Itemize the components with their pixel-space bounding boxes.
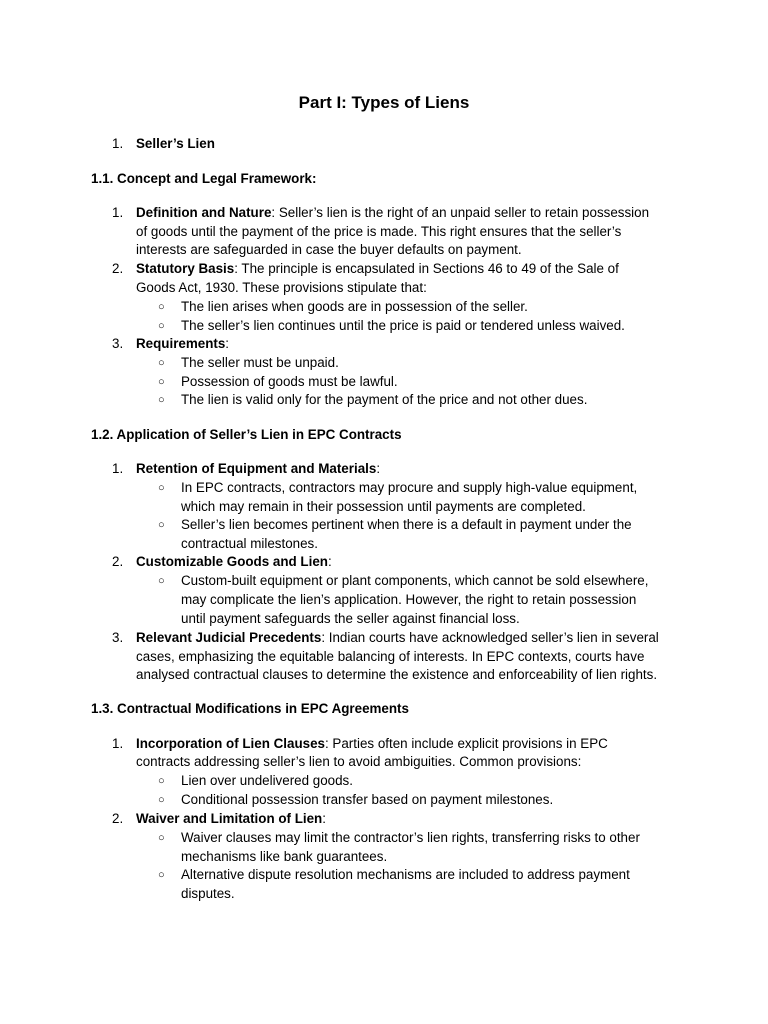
list-item-text: : <box>376 461 381 476</box>
subheading-1-3: 1.3. Contractual Modifications in EPC Agreements <box>91 701 409 716</box>
list-item-text: cases, emphasizing the equitable balancing of interests. In EPC contexts, courts have <box>136 649 645 664</box>
sub-bullet-text: disputes. <box>181 886 235 901</box>
sub-bullet-text: mechanisms like bank guarantees. <box>181 849 388 864</box>
sub-bullet-text: In EPC contracts, contractors may procure and supply high-value equipment, <box>181 480 638 495</box>
list-item-text: contracts addressing seller’s lien to avoid ambiguities. Common provisions: <box>136 754 582 769</box>
list-item-term: Incorporation of Lien Clauses <box>136 736 325 751</box>
bullet-icon: ○ <box>158 794 165 806</box>
list-item-customizable-goods <box>136 553 332 572</box>
list-item-text: : Indian courts have acknowledged seller’s lien in several <box>321 630 659 645</box>
list-item-text: analysed contractual clauses to determine the existence and enforceability of lien rights. <box>136 667 658 682</box>
sub-bullet-text: The lien is valid only for the payment of the price and not other dues. <box>181 392 588 407</box>
list-item-text: : <box>322 811 326 826</box>
sub-bullet-text: The seller must be unpaid. <box>181 355 339 370</box>
bullet-icon: ○ <box>158 376 165 388</box>
list-number: 2. <box>112 261 124 276</box>
sub-bullet-text: The seller’s lien continues until the price is paid or tendered unless waived. <box>181 318 625 333</box>
list-item-term: Customizable Goods and Lien <box>136 554 328 569</box>
section-label: Seller’s Lien <box>136 136 215 151</box>
list-item-text: : The principle is encapsulated in Sections 46 to 49 of the Sale of <box>234 261 619 276</box>
sub-bullet-text: until payment safeguards the seller against financial loss. <box>181 611 520 626</box>
list-item-retention-equipment <box>136 460 380 479</box>
bullet-icon: ○ <box>158 519 165 531</box>
list-item-statutory-basis <box>136 260 619 279</box>
list-item-judicial-precedents <box>136 629 659 648</box>
list-number: 1. <box>112 736 124 751</box>
bullet-icon: ○ <box>158 394 165 406</box>
bullet-icon: ○ <box>158 832 165 844</box>
list-number: 3. <box>112 630 124 645</box>
bullet-icon: ○ <box>158 357 165 369</box>
bullet-icon: ○ <box>158 869 165 881</box>
sub-bullet-text: may complicate the lien’s application. However, the right to retain possession <box>181 592 637 607</box>
list-item-text: interests are safeguarded in case the buyer defaults on payment. <box>136 242 522 257</box>
sub-bullet-text: Possession of goods must be lawful. <box>181 374 398 389</box>
list-item-text: : Parties often include explicit provisions in EPC <box>324 736 608 751</box>
list-item-lien-clauses <box>136 735 608 754</box>
list-number: 1. <box>112 205 124 220</box>
list-number: 2. <box>112 554 124 569</box>
list-item-requirements <box>136 335 229 354</box>
sub-bullet-text: contractual milestones. <box>181 536 318 551</box>
sub-bullet-text: which may remain in their possession until payments are completed. <box>181 499 586 514</box>
bullet-icon: ○ <box>158 320 165 332</box>
subheading-1-2: 1.2. Application of Seller’s Lien in EPC Contracts <box>91 427 402 442</box>
list-item-term: Requirements <box>136 336 226 351</box>
list-item-waiver-limitation <box>136 810 326 829</box>
page-title: Part I: Types of Liens <box>298 93 470 112</box>
sub-bullet-text: Waiver clauses may limit the contractor’s lien rights, transferring risks to other <box>181 830 640 845</box>
sub-bullet-text: Lien over undelivered goods. <box>181 773 353 788</box>
list-item-term: Statutory Basis <box>136 261 235 276</box>
list-item-definition-nature <box>136 204 649 223</box>
bullet-icon: ○ <box>158 301 165 313</box>
list-item-text: : Seller’s lien is the right of an unpaid seller to retain possession <box>271 205 650 220</box>
sub-bullet-text: The lien arises when goods are in possession of the seller. <box>181 299 528 314</box>
bullet-icon: ○ <box>158 575 165 587</box>
sub-bullet-text: Custom-built equipment or plant components, which cannot be sold elsewhere, <box>181 573 649 588</box>
list-item-text: Goods Act, 1930. These provisions stipulate that: <box>136 280 427 295</box>
list-item-term: Waiver and Limitation of Lien <box>136 811 323 826</box>
section-number: 1. <box>112 136 124 151</box>
list-item-text: : <box>327 554 332 569</box>
list-item-text: : <box>225 336 230 351</box>
bullet-icon: ○ <box>158 482 165 494</box>
list-item-term: Retention of Equipment and Materials <box>136 461 377 476</box>
list-item-term: Definition and Nature <box>136 205 272 220</box>
sub-bullet-text: Alternative dispute resolution mechanisms are included to address payment <box>181 867 630 882</box>
list-number: 3. <box>112 336 124 351</box>
sub-bullet-text: Conditional possession transfer based on payment milestones. <box>181 792 554 807</box>
list-item-term: Relevant Judicial Precedents <box>136 630 322 645</box>
list-number: 1. <box>112 461 124 476</box>
subheading-1-1: 1.1. Concept and Legal Framework: <box>91 171 317 186</box>
bullet-icon: ○ <box>158 775 165 787</box>
list-number: 2. <box>112 811 124 826</box>
sub-bullet-text: Seller’s lien becomes pertinent when there is a default in payment under the <box>181 517 632 532</box>
list-item-text: of goods until the payment of the price is made. This right ensures that the seller’s <box>136 224 622 239</box>
